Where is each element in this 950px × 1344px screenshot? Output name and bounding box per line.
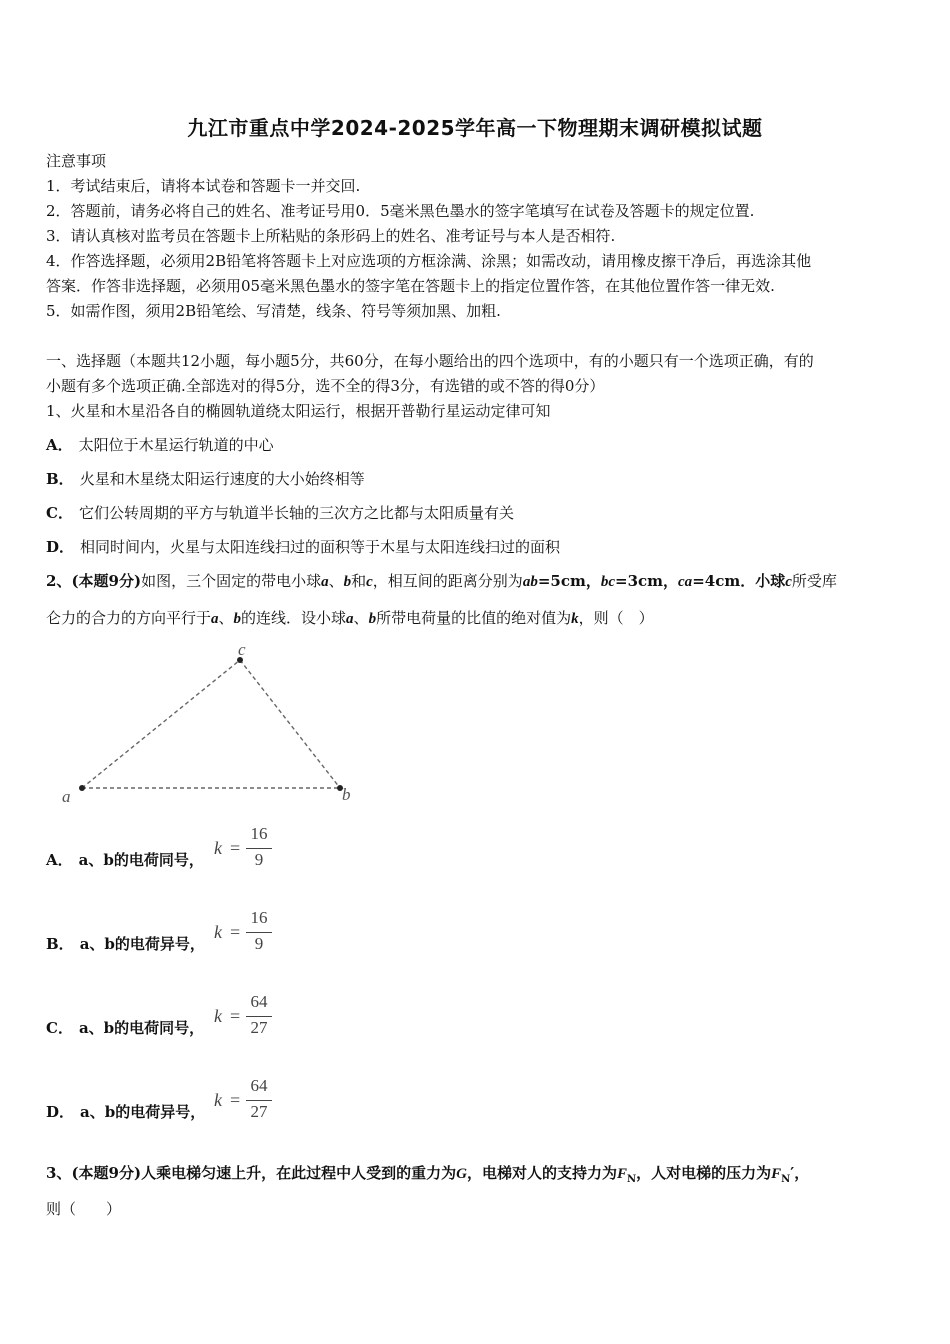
formula-numerator: 64	[250, 1076, 268, 1095]
page-title: 九江市重点中学2024-2025学年高一下物理期末调研模拟试题	[187, 116, 763, 140]
formula-numerator: 16	[250, 908, 268, 927]
question-score: (本题9分)	[71, 572, 142, 590]
label-a: a	[62, 787, 71, 806]
formula-k: k	[214, 1090, 222, 1110]
notice-item-4: 4．作答选择题，必须用2B铅笔将答题卡上对应选项的方框涂满、涂黑；如需改动，请用橡皮擦干净后，再选涂其他	[46, 252, 812, 270]
option-letter: C．	[46, 504, 73, 522]
question-1-option-a	[46, 434, 274, 456]
var-fn-prime: F	[771, 1166, 782, 1182]
var-b: b	[368, 611, 377, 627]
formula-denominator: 27	[250, 1018, 268, 1037]
section-1-heading: 一、选择题（本题共12小题，每小题5分，共60分，在每小题给出的四个选项中，有的小题只有一个选项正确，有的	[46, 352, 814, 370]
var-a: a	[321, 574, 329, 590]
formula-numerator: 64	[250, 992, 268, 1011]
fraction-bar	[246, 1016, 272, 1017]
question-2-stem-line-2	[46, 607, 910, 630]
fraction-bar	[246, 932, 272, 933]
option-letter: B．	[46, 935, 74, 953]
segment-ac	[82, 660, 240, 788]
stem-text: ′，	[790, 1164, 810, 1182]
stem-text: ，则（ ）	[578, 609, 654, 627]
stem-text: ，人对电梯的压力为	[636, 1164, 772, 1182]
question-2-stem-line-1	[46, 570, 910, 593]
question-1-option-d	[46, 536, 560, 558]
option-text: a、b的电荷异号，	[80, 1103, 206, 1121]
question-2-option-a	[46, 849, 204, 871]
var-fn-prime-sub: N	[781, 1174, 791, 1185]
question-1-option-b	[46, 468, 365, 490]
segment-bc	[240, 660, 340, 788]
question-1-stem: 1、火星和木星沿各自的椭圆轨道绕太阳运行，根据开普勒行星运动定律可知	[46, 402, 551, 420]
option-text: 太阳位于木星运行轨道的中心	[78, 436, 274, 454]
var-k: k	[571, 611, 579, 627]
formula-k: k	[214, 838, 222, 858]
formula-denominator: 27	[250, 1102, 268, 1121]
stem-text: 所受库	[791, 572, 837, 590]
stem-text: 如图，三个固定的带电小球	[141, 572, 322, 590]
stem-text: 、	[218, 609, 234, 627]
formula-eq: =	[230, 1090, 241, 1110]
stem-text: 所带电荷量的比值的绝对值为	[376, 609, 572, 627]
formula-k: k	[214, 922, 222, 942]
question-number: 3、	[46, 1164, 72, 1182]
stem-text: 仑力的合力的方向平行于	[46, 609, 212, 627]
question-2-option-b	[46, 933, 205, 955]
var-b: b	[233, 611, 242, 627]
formula-numerator: 16	[250, 824, 268, 843]
value-ca: =4cm．小球	[692, 572, 786, 590]
stem-text: 人乘电梯匀速上升，在此过程中人受到的重力为	[141, 1164, 457, 1182]
var-c: c	[785, 574, 792, 590]
var-ca: ca	[678, 574, 693, 590]
question-3-stem-line-1	[46, 1162, 910, 1191]
notice-item-5: 5．如需作图，须用2B铅笔绘、写清楚，线条、符号等须加黑、加粗.	[46, 302, 501, 320]
stem-text: 和	[351, 572, 367, 590]
option-letter: C．	[46, 1019, 73, 1037]
section-1-heading-cont: 小题有多个选项正确.全部选对的得5分，选不全的得3分，有选错的或不答的得0分）	[46, 377, 605, 395]
var-a: a	[346, 611, 354, 627]
option-letter: B．	[46, 470, 74, 488]
notice-item-4-cont: 答案．作答非选择题，必须用05毫米黑色墨水的签字笔在答题卡上的指定位置作答，在其他位置作答一律无效.	[46, 277, 775, 295]
var-fn: F	[616, 1166, 627, 1182]
formula-eq: =	[230, 922, 241, 942]
notice-item-1: 1．考试结束后，请将本试卷和答题卡一并交回.	[46, 177, 361, 195]
formula-denominator: 9	[254, 934, 264, 953]
option-text: a、b的电荷同号，	[78, 1019, 205, 1037]
var-bc: bc	[600, 574, 615, 590]
stem-text: 的连线．设小球	[241, 609, 347, 627]
option-text: a、b的电荷异号，	[79, 935, 205, 953]
formula-k: k	[214, 1006, 222, 1026]
fraction-bar	[246, 848, 272, 849]
option-letter: D．	[46, 538, 75, 556]
var-ab: ab	[522, 574, 538, 590]
stem-text: 、	[353, 609, 369, 627]
formula-eq: =	[230, 1006, 241, 1026]
question-1-option-c	[46, 502, 514, 524]
option-letter: D．	[46, 1103, 75, 1121]
var-g: G	[456, 1166, 467, 1182]
option-text: 它们公转周期的平方与轨道半长轴的三次方之比都与太阳质量有关	[78, 504, 514, 522]
notice-item-3: 3．请认真核对监考员在答题卡上所粘贴的条形码上的姓名、准考证号与本人是否相符.	[46, 227, 616, 245]
option-text: 相同时间内，火星与太阳连线扫过的面积等于木星与太阳连线扫过的面积	[80, 538, 561, 556]
var-a: a	[211, 611, 219, 627]
option-text: 火星和木星绕太阳运行速度的大小始终相等	[79, 470, 365, 488]
formula-denominator: 9	[254, 850, 264, 869]
value-ab: =5cm，	[537, 572, 601, 590]
option-letter: A．	[46, 436, 73, 454]
var-b: b	[343, 574, 352, 590]
question-score: (本题9分)	[71, 1164, 142, 1182]
option-letter: A．	[46, 851, 73, 869]
triangle-figure	[46, 640, 366, 810]
formula-eq: =	[230, 838, 241, 858]
question-2-option-d	[46, 1101, 205, 1123]
stem-text: 、	[328, 572, 344, 590]
fraction-bar	[246, 1100, 272, 1101]
question-number: 2、	[46, 572, 72, 590]
label-b: b	[342, 785, 351, 804]
label-c: c	[238, 640, 246, 659]
question-3-stem-line-2: 则（ ）	[46, 1200, 122, 1218]
var-fn-sub: N	[626, 1174, 637, 1185]
stem-text: ，电梯对人的支持力为	[466, 1164, 617, 1182]
option-text: a、b的电荷同号，	[78, 851, 204, 869]
notice-item-2: 2．答题前，请务必将自己的姓名、准考证号用0．5毫米黑色墨水的签字笔填写在试卷及答题卡的规定位置.	[46, 202, 755, 220]
question-2-option-c	[46, 1017, 204, 1039]
stem-text: ，相互间的距离分别为	[372, 572, 523, 590]
point-a	[79, 785, 85, 791]
var-c: c	[366, 574, 373, 590]
value-bc: =3cm，	[615, 572, 679, 590]
notice-heading: 注意事项	[46, 152, 107, 170]
